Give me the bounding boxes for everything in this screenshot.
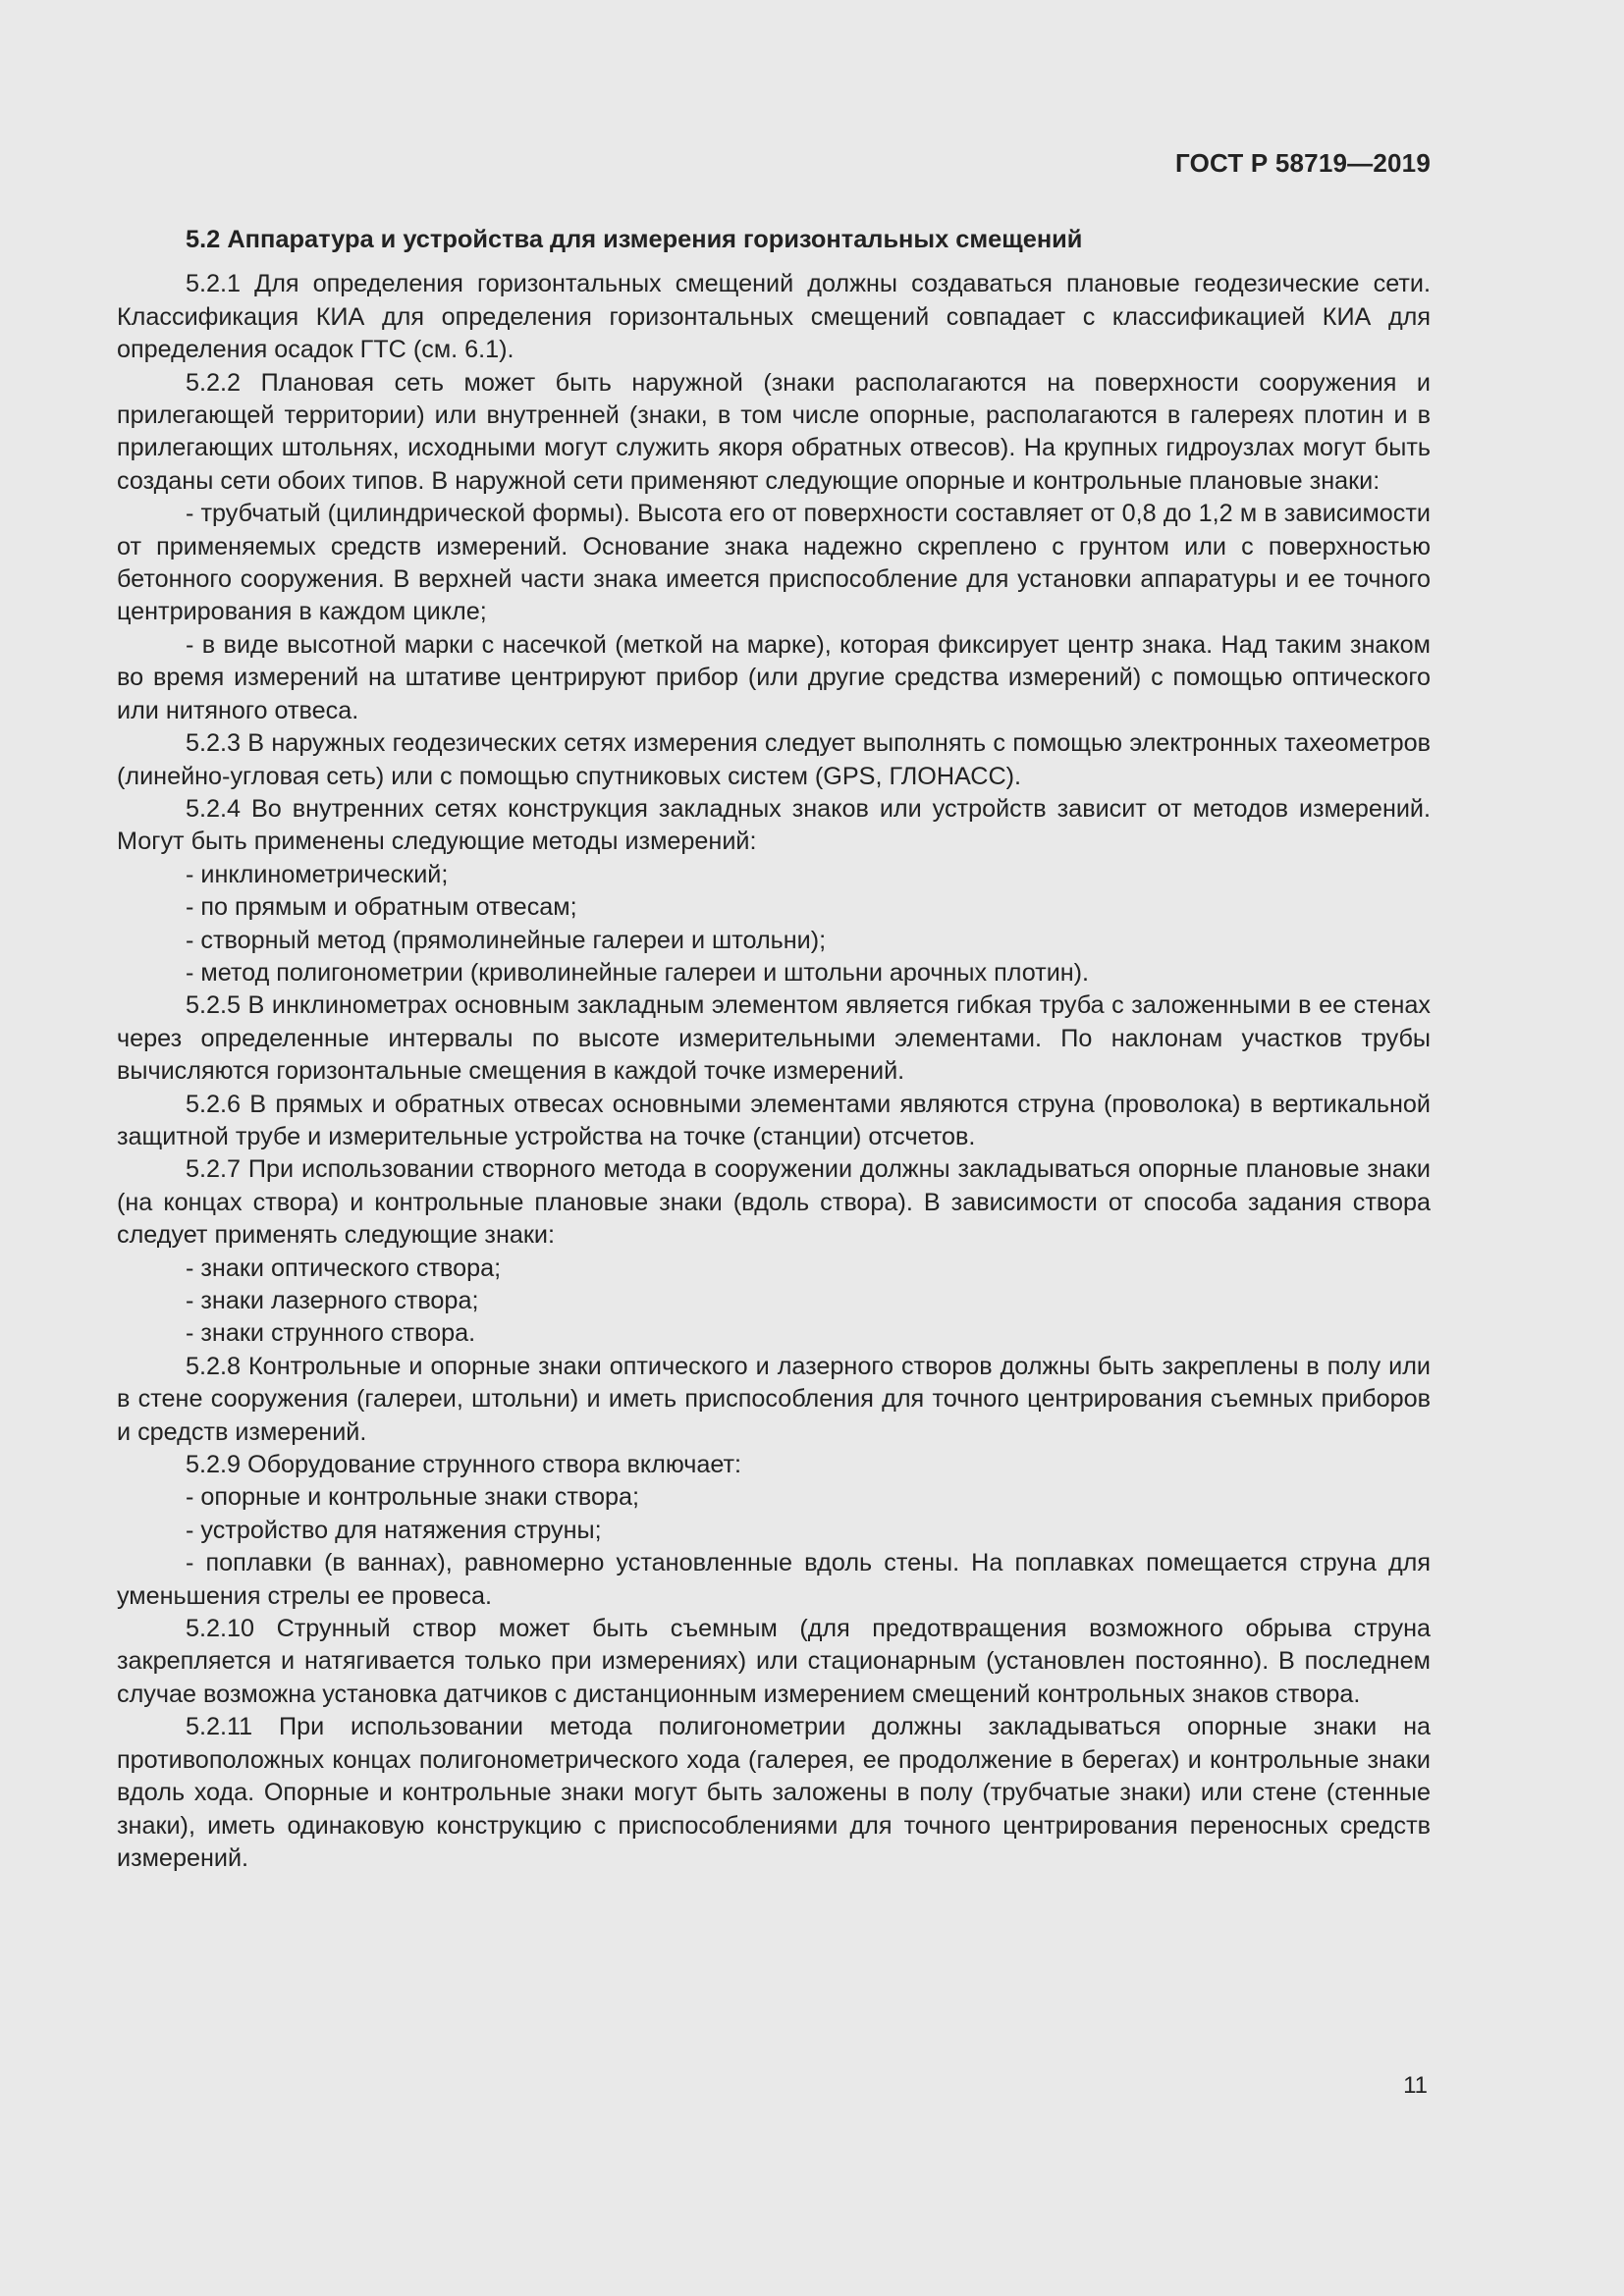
list-item-string-alignment: - знаки струнного створа. — [186, 1319, 476, 1348]
paragraph-5-2-10: 5.2.10 Струнный створ может быть съемным (для предотвращения возможного обрыва струна закрепляется и натягивается только при измерениях) или стационарным (установлен постоянно). В последнем случае возможна установка датчиков с дистанционным измерением смещений контрольных знаков створа. — [117, 1615, 1431, 1708]
document-body — [117, 224, 1431, 1875]
section-title: 5.2 Аппаратура и устройства для измерения горизонтальных смещений — [186, 226, 1083, 253]
paragraph-5-2-1: 5.2.1 Для определения горизонтальных смещений должны создаваться плановые геодезические сети. Классификация КИА для определения горизонтальных смещений совпадает с классификацией КИА для определения осадок ГТС (см. 6.1). — [117, 270, 1431, 364]
paragraph-5-2-2: 5.2.2 Плановая сеть может быть наружной (знаки располагаются на поверхности сооружения и прилегающей территории) или внутренней (знаки, в том числе опорные, располагаются в галереях плотин и в прилегающих штольнях, исходными могут служить якоря обратных отвесов). На крупных гидроузлах могут быть созданы сети обоих типов. В наружной сети применяют следующие опорные и контрольные плановые знаки: — [117, 368, 1431, 495]
list-item-tubular-sign: - трубчатый (цилиндрической формы). Высота его от поверхности составляет от 0,8 до 1,2 м в зависимости от применяемых средств измерений. Основание знака надежно скреплено с грунтом или с поверхностью бетонного сооружения. В верхней части знака имеется приспособление для установки аппаратуры и ее точного центрирования в каждом цикле; — [117, 500, 1431, 626]
paragraph-5-2-9: 5.2.9 Оборудование струнного створа включает: — [186, 1451, 742, 1479]
list-item-tensioning-device: - устройство для натяжения струны; — [186, 1516, 602, 1544]
standard-code-header: ГОСТ Р 58719—2019 — [1175, 148, 1431, 178]
paragraph-5-2-8: 5.2.8 Контрольные и опорные знаки оптического и лазерного створов должны быть закреплены в полу или в стене сооружения (галереи, штольни) и иметь приспособления для точного центрирования съемных приборов и средств измерений. — [117, 1352, 1431, 1446]
list-item-optical-alignment: - знаки оптического створа; — [186, 1254, 502, 1282]
paragraph-5-2-11: 5.2.11 При использовании метода полигонометрии должны закладываться опорные знаки на противоположных концах полигонометрического хода (галерея, ее продолжение в берегах) и контрольные знаки вдоль хода. Опорные и контрольные знаки могут быть заложены в полу (трубчатые знаки) или стене (стенные знаки), иметь одинаковую конструкцию с приспособлениями для точного центрирования переносных средств измерений. — [117, 1713, 1431, 1872]
list-item-inclinometric: - инклинометрический; — [186, 860, 449, 888]
paragraph-5-2-7: 5.2.7 При использовании створного метода в сооружении должны закладываться опорные плановые знаки (на концах створа) и контрольные плановые знаки (вдоль створа). В зависимости от способа задания створа следует применять следующие знаки: — [117, 1155, 1431, 1250]
paragraph-5-2-6: 5.2.6 В прямых и обратных отвесах основными элементами являются струна (проволока) в вертикальной защитной трубе и измерительные устройства на точке (станции) отсчетов. — [117, 1090, 1431, 1150]
list-item-alignment-method: - створный метод (прямолинейные галереи и штольни); — [186, 926, 827, 954]
paragraph-5-2-4: 5.2.4 Во внутренних сетях конструкция закладных знаков или устройств зависит от методов измерений. Могут быть применены следующие методы измерений: — [117, 794, 1431, 856]
list-item-laser-alignment: - знаки лазерного створа; — [186, 1287, 479, 1314]
page-number: 11 — [1403, 2072, 1428, 2099]
list-item-height-mark: - в виде высотной марки с насечкой (меткой на марке), которая фиксирует центр знака. Над таким знаком во время измерений на штативе центрируют прибор (или другие средства измерений) с помощью оптического или нитяного отвеса. — [117, 630, 1431, 724]
list-item-polygonometry: - метод полигонометрии (криволинейные галереи и штольни арочных плотин). — [186, 958, 1090, 987]
list-item-plumb-lines: - по прямым и обратным отвесам; — [186, 893, 577, 922]
paragraph-5-2-3: 5.2.3 В наружных геодезических сетях измерения следует выполнять с помощью электронных тахеометров (линейно-угловая сеть) или с помощью спутниковых систем (GPS, ГЛОНАСС). — [117, 729, 1431, 790]
list-item-floats: - поплавки (в ваннах), равномерно установленные вдоль стены. На поплавках помещается струна для уменьшения стрелы ее провеса. — [117, 1549, 1431, 1610]
list-item-reference-signs: - опорные и контрольные знаки створа; — [186, 1483, 639, 1512]
paragraph-5-2-5: 5.2.5 В инклинометрах основным закладным элементом является гибкая труба с заложенными в ее стенах через определенные интервалы по высоте измерительными элементами. По наклонам участков трубы вычисляются горизонтальные смещения в каждой точке измерений. — [117, 991, 1431, 1086]
